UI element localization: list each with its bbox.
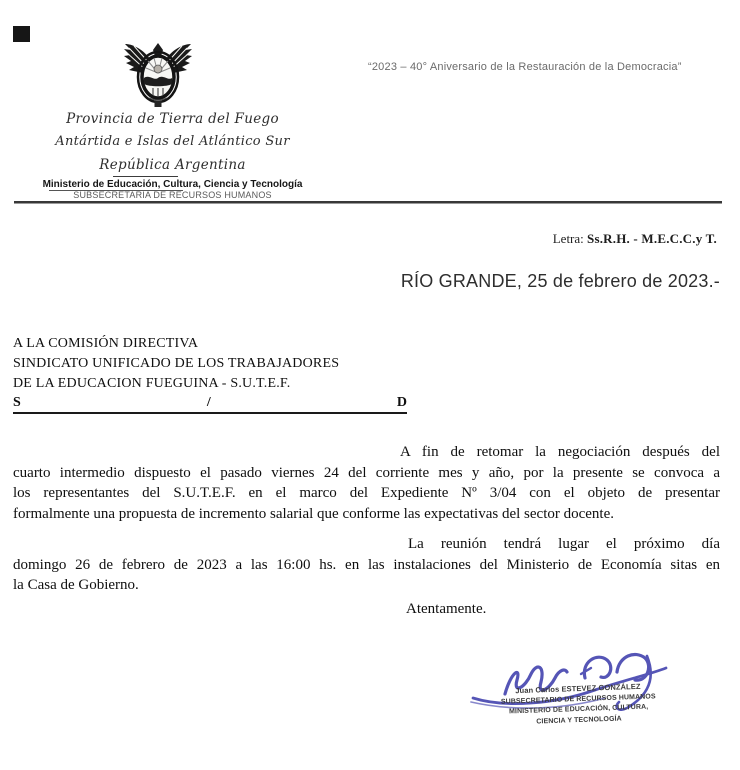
paragraph-line: la Casa de Gobierno. [13,577,139,593]
reference-value: Ss.R.H. - M.E.C.C.y T. [587,231,717,246]
signer-ministry-cont: CIENCIA Y TECNOLOGÍA [536,715,622,725]
addressee-block [13,334,339,394]
sd-middle: / [206,395,211,410]
closing-salutation: Atentamente. [406,601,487,617]
sd-left: S [13,395,21,410]
sd-right: D [396,395,407,410]
scan-corner-mark [13,26,30,42]
addressee-line: A LA COMISIÓN DIRECTIVA [13,336,199,351]
signer-title: SUBSECRETARIO DE RECURSOS HUMANOS [500,692,656,706]
subsecretaria-name: SUBSECRETARÍA DE RECURSOS HUMANOS [73,190,272,200]
body-paragraph-2 [13,534,720,596]
republica-script-line: República Argentina [99,157,246,173]
reference-label: Letra: [552,231,588,246]
paragraph-line: los representantes del S.U.T.E.F. en el marco del Expediente Nº 3/04 con el objeto de presentar [13,485,720,501]
paragraph-line: domingo 26 de febrero de 2023 a las 16:00 hs. en las instalaciones del Ministerio de Economía sitas en [13,556,720,573]
paragraph-line: La reunión tendrá lugar el próximo día [408,536,720,552]
ministry-name: Ministerio de Educación, Cultura, Ciencia y Tecnología [42,179,303,190]
body-paragraph-1 [13,442,720,524]
paragraph-line: A fin de retomar la negociación después del [400,444,720,460]
province-script-line: Provincia de Tierra del Fuego [66,111,279,127]
antartida-script-line: Antártida e Islas del Atlántico Sur [55,134,290,149]
s-slash-d-line [13,395,407,414]
signer-ministry: MINISTERIO DE EDUCACIÓN, CULTURA, [508,703,649,716]
paragraph-line: formalmente una propuesta de incremento salarial que conforme las expectativas del sector docente. [13,505,614,522]
header-short-divider [113,176,178,177]
anniversary-quote: “2023 – 40° Aniversario de la Restauración de la Democracia” [368,61,682,73]
dateline: RÍO GRANDE, 25 de febrero de 2023.- [400,271,720,291]
addressee-line: DE LA EDUCACION FUEGUINA - S.U.T.E.F. [13,376,291,391]
signer-name: Juan Carlos ESTEVEZ GONZÁLEZ [515,681,641,696]
addressee-line: SINDICATO UNIFICADO DE LOS TRABAJADORES [13,356,340,371]
reference-line [553,231,717,247]
paragraph-line: cuarto intermedio dispuesto el pasado viernes 24 del corriente mes y año, por la presente se convoca a [13,464,720,481]
header-rule [14,201,722,204]
coat-of-arms-icon [121,40,195,108]
signer-stamp [475,680,681,729]
